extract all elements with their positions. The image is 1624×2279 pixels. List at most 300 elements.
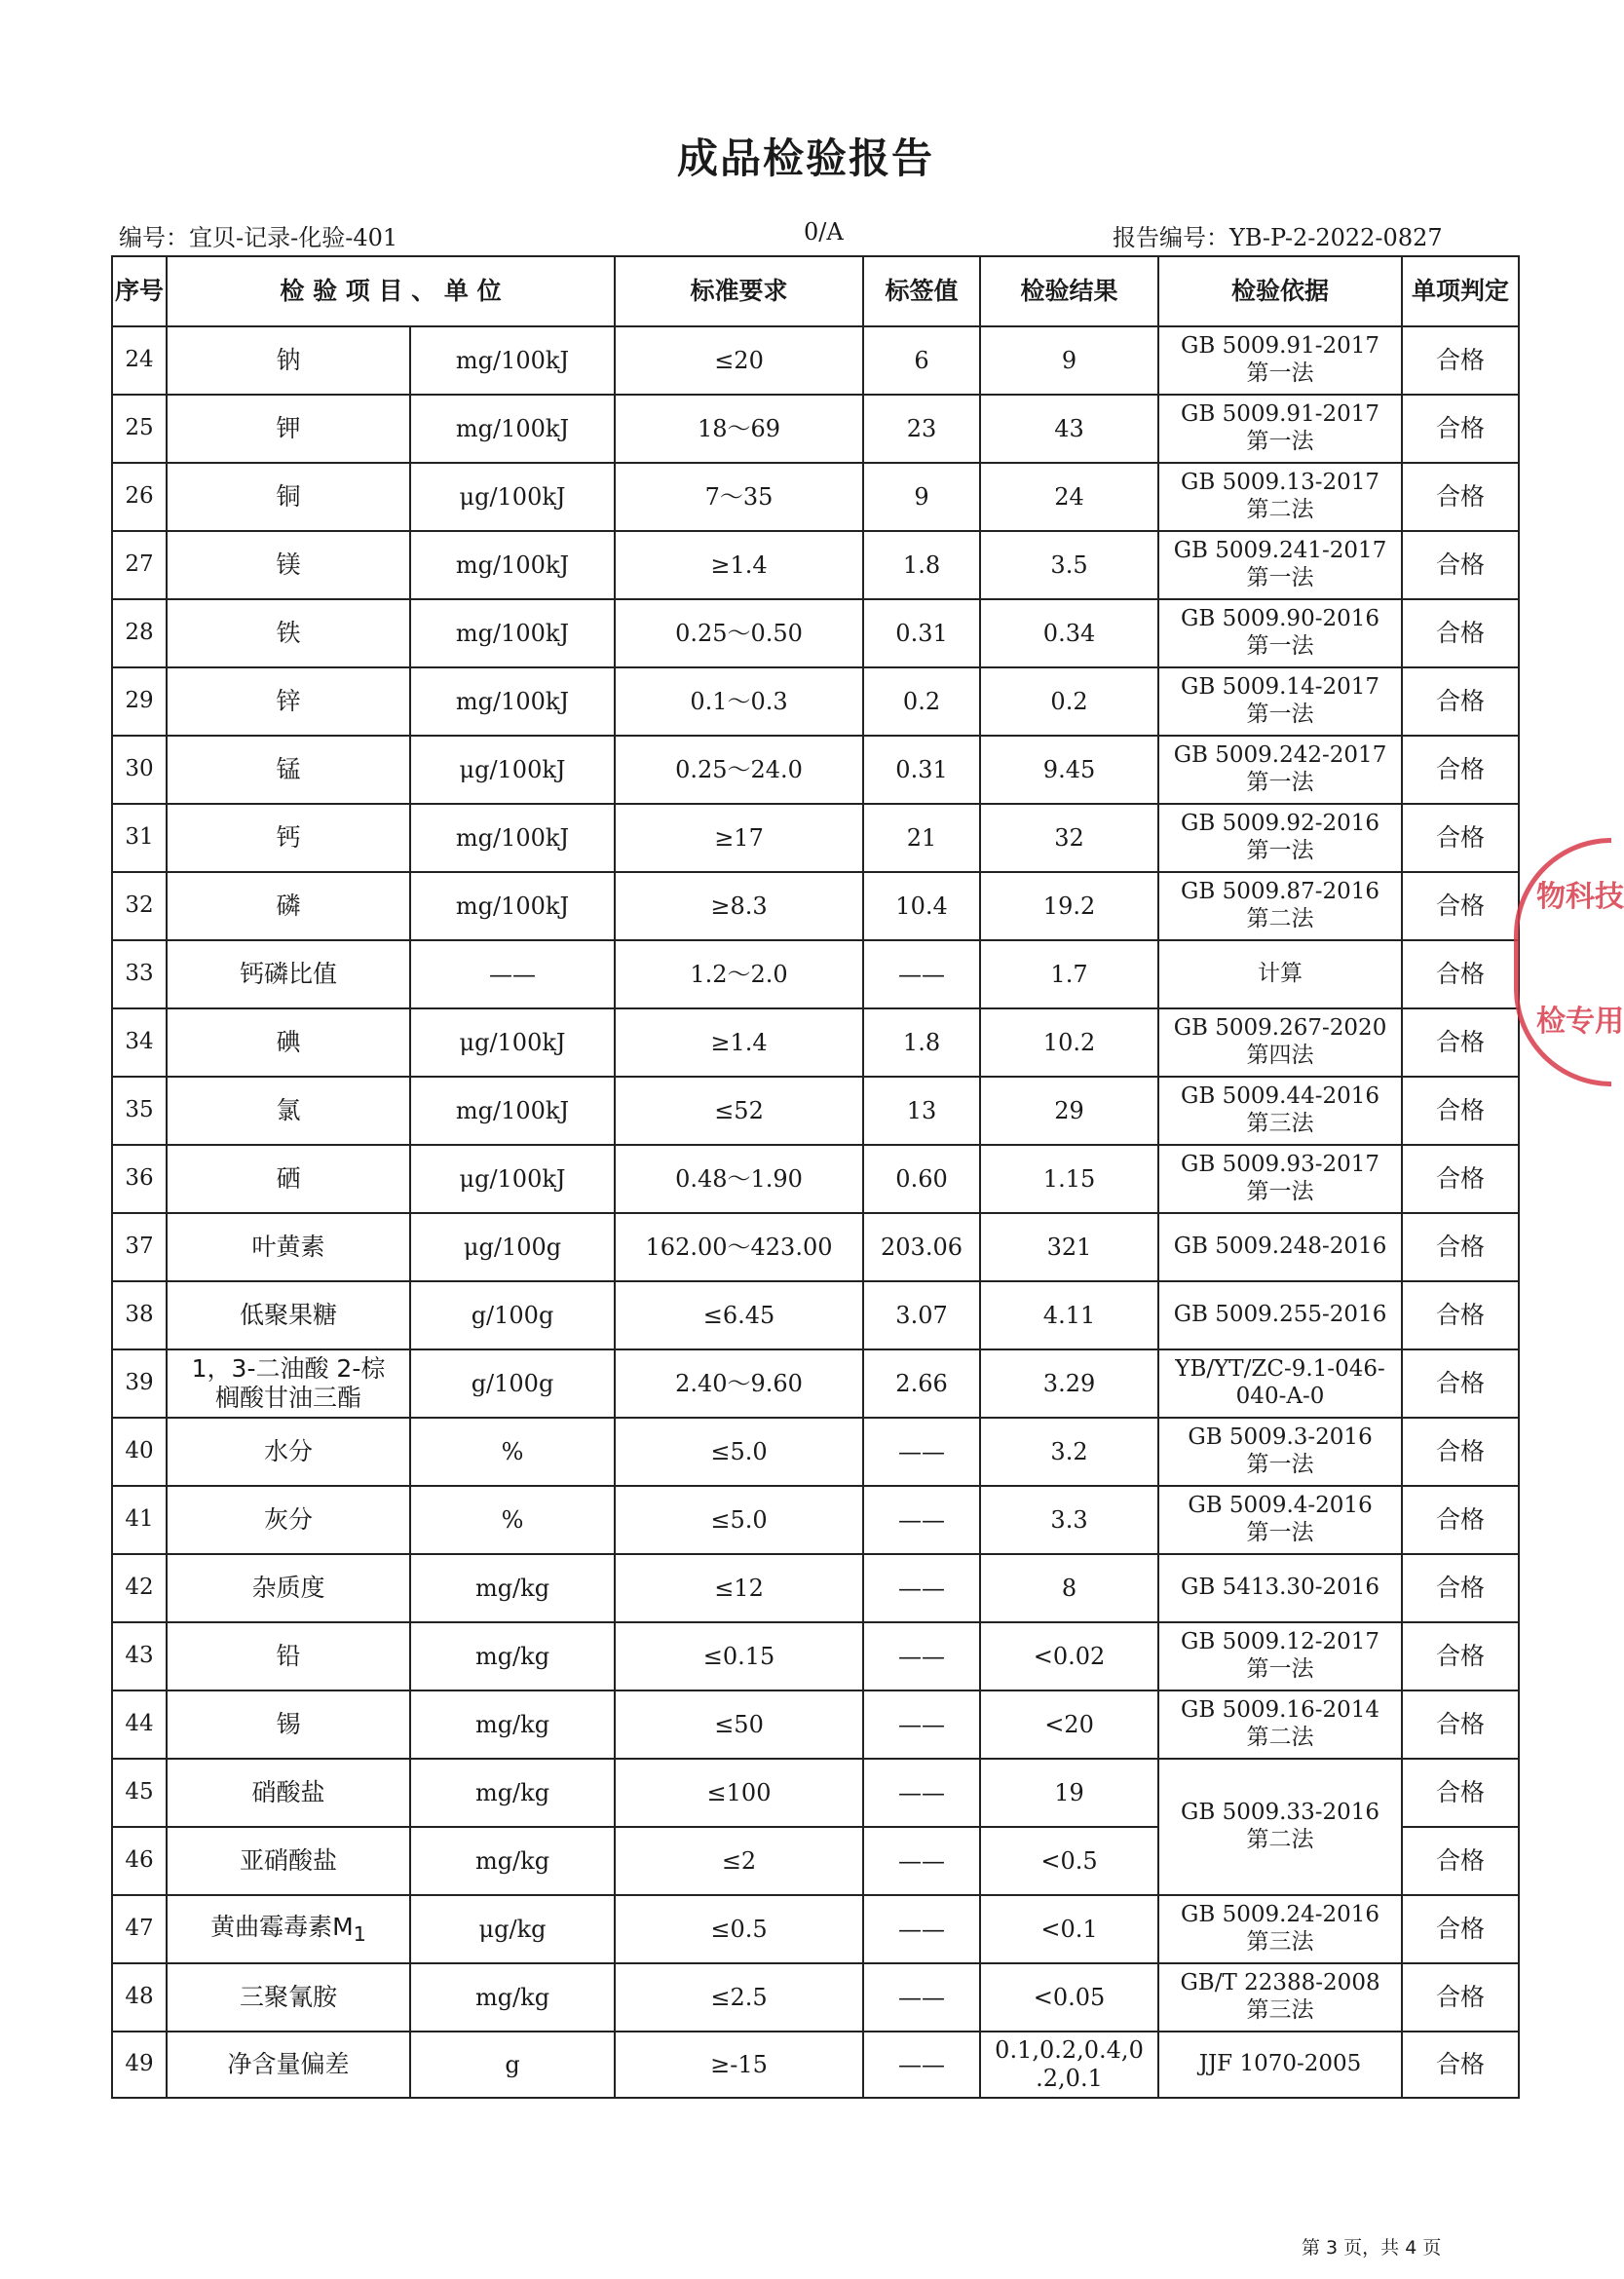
cell-item [167,1008,410,1077]
cell-judgement: 合格 [1402,1349,1519,1418]
table-row [112,804,1519,872]
cell-label: —— [863,1486,980,1554]
cell-standard: 2.40～9.60 [615,1349,863,1418]
report-title: 成品检验报告 [676,134,934,182]
result-value: 9.45 [1042,755,1096,783]
cell-unit: mg/100kJ [410,599,615,667]
cell-standard: 162.00～423.00 [615,1213,863,1281]
item-name: 低聚果糖 [239,1301,337,1329]
item-name: 净含量偏差 [227,2050,350,2078]
basis-method: 第一法 [1246,1520,1314,1545]
cell-item [167,1622,410,1690]
basis-standard: GB 5009.90-2016 [1181,606,1380,632]
cell-label: 21 [863,804,980,872]
basis-standard: GB 5009.13-2017 [1181,470,1380,496]
basis-method: 第一法 [1246,565,1314,590]
cell-seq: 32 [112,872,167,940]
basis-method: 第一法 [1246,770,1314,795]
cell-item [167,736,410,804]
item-name: 氯 [276,1096,301,1124]
cell-standard: 0.25～24.0 [615,736,863,804]
table-header-row [112,256,1519,326]
item-name: 硝酸盐 [251,1778,325,1806]
cell-unit: g [410,2032,615,2098]
item-name: 铁 [276,619,301,647]
cell-unit: μg/100kJ [410,1145,615,1213]
result-value: 24 [1054,482,1084,511]
result-value: 29 [1054,1096,1084,1124]
cell-seq: 26 [112,463,167,531]
result-value: 321 [1046,1233,1092,1261]
cell-unit: mg/kg [410,1690,615,1759]
item-name: 钙 [276,823,301,852]
cell-basis [1158,736,1402,804]
cell-unit: mg/100kJ [410,667,615,736]
cell-basis [1158,667,1402,736]
cell-unit: mg/kg [410,1622,615,1690]
cell-judgement: 合格 [1402,804,1519,872]
table-row [112,736,1519,804]
result-value: 8 [1061,1574,1077,1602]
basis-standard: GB 5009.91-2017 [1181,333,1380,360]
cell-result [980,2032,1158,2098]
basis-standard: GB 5009.248-2016 [1173,1234,1387,1260]
cell-judgement: 合格 [1402,2032,1519,2098]
cell-basis [1158,1418,1402,1486]
cell-standard: ≤6.45 [615,1281,863,1349]
table-row [112,1622,1519,1690]
cell-result [980,1690,1158,1759]
cell-item [167,1349,410,1418]
cell-label: —— [863,1827,980,1895]
cell-label: 203.06 [863,1213,980,1281]
table-row [112,1554,1519,1622]
cell-unit: % [410,1486,615,1554]
cell-result [980,395,1158,463]
cell-standard: ≤12 [615,1554,863,1622]
basis-standard: GB 5009.14-2017 [1181,674,1380,701]
cell-item [167,1759,410,1827]
cell-label: 9 [863,463,980,531]
table-row [112,1690,1519,1759]
cell-basis [1158,1622,1402,1690]
cell-result [980,1827,1158,1895]
cell-item [167,1690,410,1759]
cell-label: 0.31 [863,736,980,804]
table-row [112,2032,1519,2098]
stamp-text-top: 物科技 [1536,880,1624,914]
basis-method: 第一法 [1246,702,1314,727]
cell-judgement: 合格 [1402,1622,1519,1690]
item-name: 碘 [276,1028,301,1056]
cell-judgement: 合格 [1402,1008,1519,1077]
cell-standard: ≥1.4 [615,1008,863,1077]
col-label: 标签值 [863,256,980,326]
result-value: 43 [1054,414,1084,442]
cell-item [167,872,410,940]
cell-seq: 48 [112,1963,167,2032]
cell-judgement: 合格 [1402,940,1519,1008]
item-name: 黄曲霉毒素M [210,1912,354,1941]
basis-standard: GB 5009.92-2016 [1181,811,1380,837]
cell-judgement: 合格 [1402,1827,1519,1895]
cell-result [980,1622,1158,1690]
cell-unit: g/100g [410,1349,615,1418]
item-name: 锌 [276,687,301,715]
cell-standard: 0.1～0.3 [615,667,863,736]
item-name: 钠 [276,346,301,374]
basis-standard: GB 5009.24-2016 [1181,1902,1380,1928]
cell-result [980,1349,1158,1418]
cell-judgement: 合格 [1402,1077,1519,1145]
cell-basis [1158,599,1402,667]
basis-method: 第二法 [1246,497,1314,522]
cell-item [167,463,410,531]
item-name: 叶黄素 [251,1233,325,1261]
basis-standard: GB 5009.4-2016 [1188,1493,1373,1519]
cell-unit: mg/100kJ [410,395,615,463]
cell-seq: 36 [112,1145,167,1213]
item-name: 锰 [276,755,301,783]
cell-seq: 28 [112,599,167,667]
version: 0/A [804,218,844,246]
cell-standard: 0.48～1.90 [615,1145,863,1213]
cell-basis [1158,804,1402,872]
item-name: 镁 [276,551,301,579]
cell-result [980,1077,1158,1145]
cell-judgement: 合格 [1402,1963,1519,2032]
table-row [112,326,1519,395]
stamp-text-bottom: 检专用 [1536,1005,1624,1039]
cell-seq: 44 [112,1690,167,1759]
cell-unit: mg/kg [410,1759,615,1827]
report-number: 报告编号：YB-P-2-2022-0827 [1113,224,1443,251]
cell-standard: 7～35 [615,463,863,531]
col-basis: 检验依据 [1158,256,1402,326]
cell-item [167,1486,410,1554]
cell-basis [1158,463,1402,531]
cell-label: —— [863,1759,980,1827]
basis-method: 第一法 [1246,633,1314,659]
cell-label: 3.07 [863,1281,980,1349]
cell-item [167,1281,410,1349]
basis-standard: GB 5009.255-2016 [1173,1302,1387,1328]
table-row [112,531,1519,599]
cell-standard: ≥-15 [615,2032,863,2098]
col-judgement: 单项判定 [1402,256,1519,326]
cell-basis [1158,1895,1402,1963]
item-name: 铜 [276,482,301,511]
basis-method: 第一法 [1246,429,1314,454]
result-value: 0.1,0.2,0.4,0 [995,2036,1144,2065]
cell-unit: mg/kg [410,1554,615,1622]
cell-unit: mg/100kJ [410,804,615,872]
result-value: 3.29 [1042,1369,1096,1397]
cell-judgement: 合格 [1402,1759,1519,1827]
basis-standard: GB 5009.242-2017 [1173,742,1387,769]
cell-judgement: 合格 [1402,667,1519,736]
cell-result [980,1759,1158,1827]
result-value: 19 [1054,1778,1084,1806]
cell-standard: ≤100 [615,1759,863,1827]
result-value: 1.7 [1050,960,1088,988]
cell-result [980,736,1158,804]
cell-standard: ≤5.0 [615,1418,863,1486]
cell-label: —— [863,1622,980,1690]
item-name: 硒 [276,1164,301,1193]
cell-result [980,804,1158,872]
cell-label: —— [863,2032,980,2098]
basis-method: 第三法 [1246,1997,1314,2023]
basis-method: 第三法 [1246,1929,1314,1955]
col-item-unit: 检 验 项 目 、 单 位 [167,256,615,326]
cell-unit: mg/kg [410,1827,615,1895]
cell-result [980,1008,1158,1077]
cell-result [980,1281,1158,1349]
cell-result [980,872,1158,940]
basis-method: 第三法 [1246,1111,1314,1136]
cell-label: —— [863,1418,980,1486]
cell-standard: ≤2.5 [615,1963,863,2032]
cell-unit: mg/kg [410,1963,615,2032]
cell-label: 1.8 [863,1008,980,1077]
cell-seq: 29 [112,667,167,736]
basis-standard: GB 5009.241-2017 [1173,538,1387,564]
cell-judgement: 合格 [1402,463,1519,531]
record-number: 编号：宜贝-记录-化验-401 [119,224,398,251]
table-row [112,1213,1519,1281]
result-value: 1.15 [1042,1164,1096,1193]
cell-standard: ≤52 [615,1077,863,1145]
cell-basis [1158,1963,1402,2032]
basis-standard: GB/T 22388-2008 [1180,1970,1380,1996]
basis-method: 第一法 [1246,1656,1314,1682]
inspection-table [111,255,1520,2099]
cell-unit: μg/100g [410,1213,615,1281]
cell-seq: 45 [112,1759,167,1827]
page-footer: 第 3 页，共 4 页 [1302,2237,1442,2259]
cell-label: 2.66 [863,1349,980,1418]
cell-label: 0.2 [863,667,980,736]
result-value: 9 [1061,346,1077,374]
basis-method: 040-A-0 [1235,1384,1325,1409]
table-row [112,872,1519,940]
cell-unit: % [410,1418,615,1486]
cell-result [980,1486,1158,1554]
cell-result [980,1213,1158,1281]
cell-judgement: 合格 [1402,1895,1519,1963]
cell-unit: μg/100kJ [410,736,615,804]
cell-basis [1158,1008,1402,1077]
cell-item [167,667,410,736]
cell-basis [1158,326,1402,395]
cell-judgement: 合格 [1402,1281,1519,1349]
result-value: 4.11 [1042,1301,1096,1329]
cell-item [167,599,410,667]
cell-standard: ≥8.3 [615,872,863,940]
cell-judgement: 合格 [1402,1486,1519,1554]
cell-seq: 40 [112,1418,167,1486]
cell-seq: 42 [112,1554,167,1622]
cell-label: —— [863,1554,980,1622]
basis-standard: GB 5009.16-2014 [1181,1697,1380,1724]
cell-result [980,940,1158,1008]
cell-seq: 37 [112,1213,167,1281]
item-name: 钙磷比值 [239,960,337,988]
result-value: 19.2 [1042,892,1096,920]
result-value: <0.02 [1033,1642,1106,1670]
cell-unit: mg/100kJ [410,1077,615,1145]
cell-standard: ≥1.4 [615,531,863,599]
col-result: 检验结果 [980,256,1158,326]
cell-item [167,531,410,599]
cell-item [167,1827,410,1895]
cell-basis [1158,1077,1402,1145]
cell-seq: 30 [112,736,167,804]
cell-basis [1158,940,1402,1008]
cell-unit: g/100g [410,1281,615,1349]
cell-seq: 34 [112,1008,167,1077]
result-value-line2: .2,0.1 [1036,2065,1103,2092]
result-value: 3.2 [1050,1437,1088,1465]
cell-unit: μg/kg [410,1895,615,1963]
cell-unit: mg/100kJ [410,872,615,940]
cell-result [980,531,1158,599]
table-row [112,1418,1519,1486]
cell-judgement: 合格 [1402,736,1519,804]
item-name: 水分 [263,1437,313,1465]
item-name-line2: 榈酸甘油三酯 [214,1384,361,1412]
item-subscript: 1 [353,1921,366,1946]
basis-standard: 计算 [1258,961,1303,987]
basis-method: 第二法 [1246,1725,1314,1750]
item-name: 1，3-二油酸 2-棕 [191,1354,386,1383]
table-row [112,667,1519,736]
col-standard: 标准要求 [615,256,863,326]
cell-item [167,804,410,872]
cell-judgement: 合格 [1402,531,1519,599]
cell-result [980,1145,1158,1213]
cell-item [167,2032,410,2098]
result-value: 0.34 [1042,619,1096,647]
result-value: 3.3 [1050,1505,1088,1534]
cell-standard: 18～69 [615,395,863,463]
table-row [112,1895,1519,1963]
cell-basis [1158,1213,1402,1281]
item-name: 亚硝酸盐 [239,1846,337,1875]
cell-item [167,1418,410,1486]
cell-judgement: 合格 [1402,599,1519,667]
cell-label: 10.4 [863,872,980,940]
cell-judgement: 合格 [1402,1213,1519,1281]
cell-basis [1158,1486,1402,1554]
cell-judgement: 合格 [1402,1145,1519,1213]
cell-standard: ≤50 [615,1690,863,1759]
cell-judgement: 合格 [1402,1418,1519,1486]
cell-seq: 35 [112,1077,167,1145]
table-row [112,463,1519,531]
cell-result [980,463,1158,531]
cell-standard: ≤2 [615,1827,863,1895]
cell-item [167,395,410,463]
basis-standard: GB 5009.3-2016 [1188,1424,1373,1451]
cell-judgement: 合格 [1402,872,1519,940]
cell-label: 23 [863,395,980,463]
cell-seq: 33 [112,940,167,1008]
item-name: 三聚氰胺 [239,1983,337,2011]
cell-item [167,1895,410,1963]
cell-label: —— [863,1963,980,2032]
cell-label: —— [863,940,980,1008]
cell-result [980,1963,1158,2032]
cell-basis [1158,2032,1402,2098]
cell-judgement: 合格 [1402,326,1519,395]
basis-method: 第二法 [1246,1827,1314,1852]
cell-item [167,1963,410,2032]
basis-method: 第一法 [1246,1179,1314,1204]
cell-basis [1158,872,1402,940]
table-row [112,1077,1519,1145]
result-value: <0.05 [1033,1983,1106,2011]
item-name: 杂质度 [251,1574,325,1602]
cell-standard: ≤5.0 [615,1486,863,1554]
item-name: 钾 [276,414,301,442]
basis-method: 第一法 [1246,838,1314,863]
cell-item [167,326,410,395]
basis-method: 第一法 [1246,361,1314,386]
cell-judgement: 合格 [1402,1690,1519,1759]
cell-seq: 47 [112,1895,167,1963]
basis-standard: GB 5009.267-2020 [1173,1015,1387,1042]
result-value: 32 [1054,823,1084,852]
cell-judgement: 合格 [1402,395,1519,463]
cell-standard: ≤0.15 [615,1622,863,1690]
cell-seq: 31 [112,804,167,872]
cell-seq: 49 [112,2032,167,2098]
cell-seq: 27 [112,531,167,599]
table-row [112,1963,1519,2032]
basis-standard: GB 5009.44-2016 [1181,1083,1380,1110]
cell-basis [1158,1145,1402,1213]
cell-result [980,1418,1158,1486]
cell-item [167,1213,410,1281]
table-row [112,1145,1519,1213]
cell-item [167,940,410,1008]
table-row [112,599,1519,667]
basis-method: 第四法 [1246,1043,1314,1068]
col-seq: 序号 [112,256,167,326]
cell-standard: ≤20 [615,326,863,395]
table-row [112,1486,1519,1554]
table-row [112,395,1519,463]
table-row [112,1349,1519,1418]
cell-label: —— [863,1895,980,1963]
cell-seq: 39 [112,1349,167,1418]
cell-standard: 1.2～2.0 [615,940,863,1008]
table-row [112,1008,1519,1077]
basis-standard: GB 5009.87-2016 [1181,879,1380,905]
cell-unit: μg/100kJ [410,463,615,531]
cell-basis [1158,1759,1402,1895]
cell-label: 0.31 [863,599,980,667]
cell-seq: 24 [112,326,167,395]
cell-basis [1158,1690,1402,1759]
basis-standard: JJF 1070-2005 [1198,2051,1362,2077]
cell-item [167,1077,410,1145]
item-name: 磷 [276,892,301,920]
cell-result [980,326,1158,395]
basis-standard: GB 5009.12-2017 [1181,1629,1380,1655]
